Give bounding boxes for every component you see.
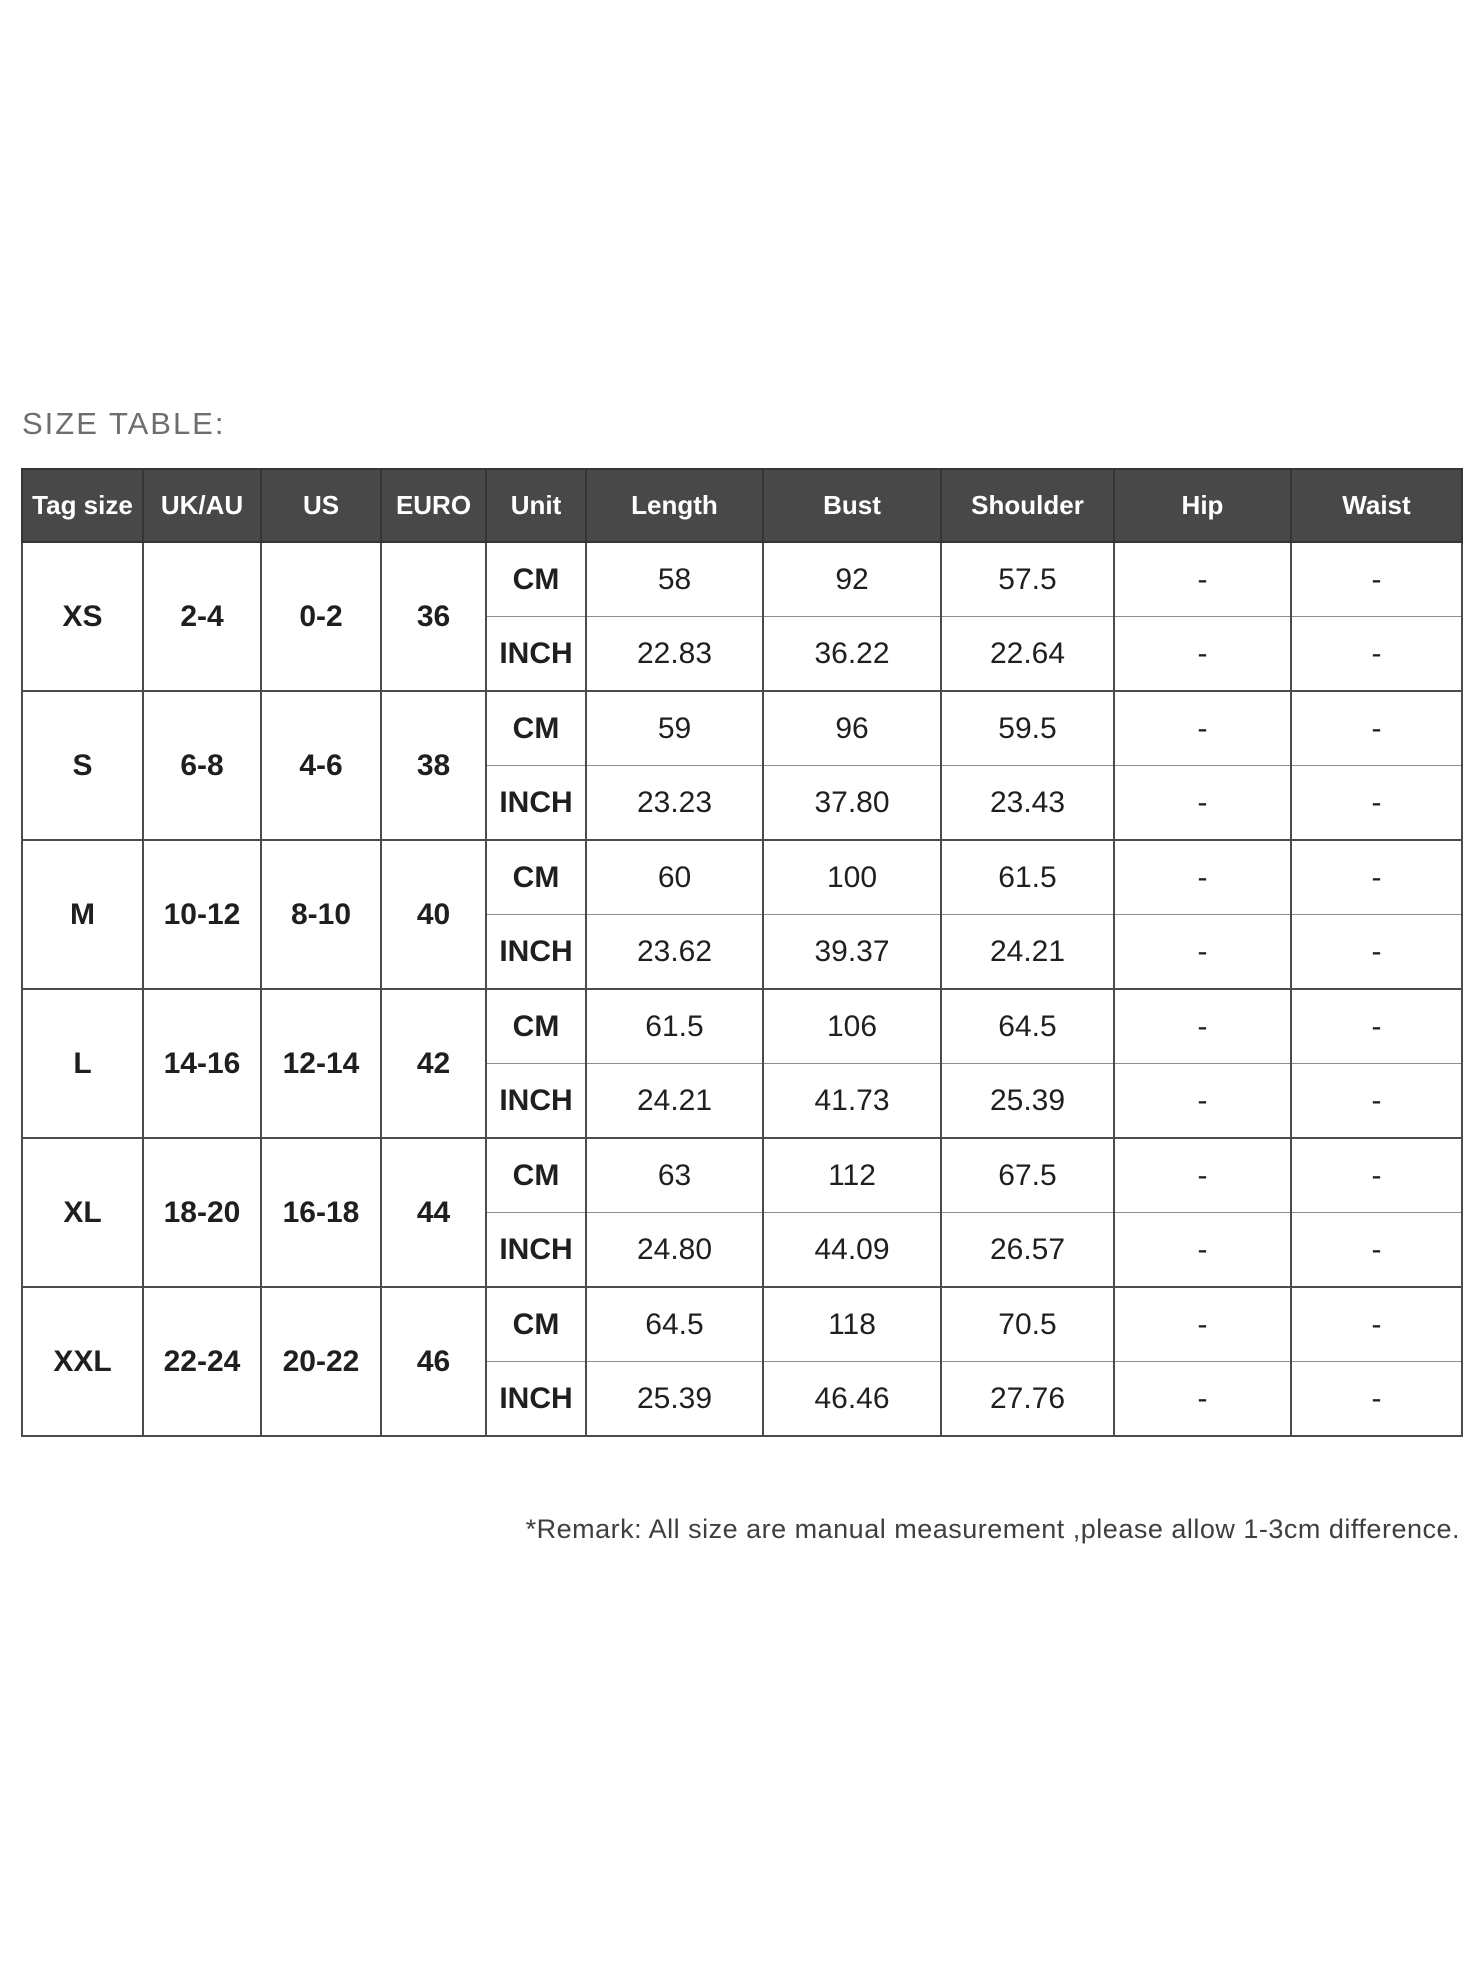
bust-cm-cell: 100 bbox=[763, 840, 941, 915]
length-inch-cell: 23.23 bbox=[586, 766, 763, 841]
bust-inch-cell: 39.37 bbox=[763, 915, 941, 990]
waist-cm-cell: - bbox=[1291, 1138, 1462, 1213]
waist-inch-cell: - bbox=[1291, 617, 1462, 692]
tag-size-cell: M bbox=[22, 840, 143, 989]
bust-cm-cell: 112 bbox=[763, 1138, 941, 1213]
waist-inch-cell: - bbox=[1291, 915, 1462, 990]
shoulder-inch-cell: 25.39 bbox=[941, 1064, 1114, 1139]
header-uk-au: UK/AU bbox=[143, 469, 261, 542]
hip-cm-cell: - bbox=[1114, 989, 1291, 1064]
length-cm-cell: 59 bbox=[586, 691, 763, 766]
shoulder-inch-cell: 24.21 bbox=[941, 915, 1114, 990]
table-row-xs-cm bbox=[22, 542, 1462, 617]
waist-cm-cell: - bbox=[1291, 1287, 1462, 1362]
uk-au-cell: 14-16 bbox=[143, 989, 261, 1138]
hip-inch-cell: - bbox=[1114, 1064, 1291, 1139]
uk-au-cell: 10-12 bbox=[143, 840, 261, 989]
table-row-xl-cm bbox=[22, 1138, 1462, 1213]
shoulder-cm-cell: 61.5 bbox=[941, 840, 1114, 915]
waist-inch-cell: - bbox=[1291, 1064, 1462, 1139]
waist-cm-cell: - bbox=[1291, 989, 1462, 1064]
shoulder-cm-cell: 57.5 bbox=[941, 542, 1114, 617]
uk-au-cell: 18-20 bbox=[143, 1138, 261, 1287]
bust-cm-cell: 118 bbox=[763, 1287, 941, 1362]
page-title: SIZE TABLE: bbox=[22, 406, 226, 441]
shoulder-inch-cell: 22.64 bbox=[941, 617, 1114, 692]
uk-au-cell: 2-4 bbox=[143, 542, 261, 691]
us-cell: 12-14 bbox=[261, 989, 381, 1138]
bust-cm-cell: 92 bbox=[763, 542, 941, 617]
unit-cm-cell: CM bbox=[486, 840, 586, 915]
us-cell: 8-10 bbox=[261, 840, 381, 989]
hip-inch-cell: - bbox=[1114, 617, 1291, 692]
table-row-s-cm bbox=[22, 691, 1462, 766]
bust-inch-cell: 44.09 bbox=[763, 1213, 941, 1288]
bust-cm-cell: 96 bbox=[763, 691, 941, 766]
header-shoulder: Shoulder bbox=[941, 469, 1114, 542]
length-inch-cell: 23.62 bbox=[586, 915, 763, 990]
length-cm-cell: 61.5 bbox=[586, 989, 763, 1064]
length-cm-cell: 63 bbox=[586, 1138, 763, 1213]
shoulder-inch-cell: 26.57 bbox=[941, 1213, 1114, 1288]
unit-cm-cell: CM bbox=[486, 542, 586, 617]
hip-cm-cell: - bbox=[1114, 1138, 1291, 1213]
uk-au-cell: 22-24 bbox=[143, 1287, 261, 1436]
table-row-l-cm bbox=[22, 989, 1462, 1064]
unit-inch-cell: INCH bbox=[486, 915, 586, 990]
remark-note: *Remark: All size are manual measurement ,please allow 1-3cm difference. bbox=[525, 1514, 1460, 1544]
bust-cm-cell: 106 bbox=[763, 989, 941, 1064]
hip-cm-cell: - bbox=[1114, 691, 1291, 766]
unit-cm-cell: CM bbox=[486, 691, 586, 766]
header-us: US bbox=[261, 469, 381, 542]
shoulder-inch-cell: 27.76 bbox=[941, 1362, 1114, 1437]
uk-au-cell: 6-8 bbox=[143, 691, 261, 840]
waist-inch-cell: - bbox=[1291, 1362, 1462, 1437]
length-cm-cell: 58 bbox=[586, 542, 763, 617]
unit-inch-cell: INCH bbox=[486, 1064, 586, 1139]
shoulder-cm-cell: 70.5 bbox=[941, 1287, 1114, 1362]
table-row-xxl-cm bbox=[22, 1287, 1462, 1362]
hip-cm-cell: - bbox=[1114, 542, 1291, 617]
waist-cm-cell: - bbox=[1291, 840, 1462, 915]
unit-cm-cell: CM bbox=[486, 1287, 586, 1362]
shoulder-cm-cell: 59.5 bbox=[941, 691, 1114, 766]
length-inch-cell: 25.39 bbox=[586, 1362, 763, 1437]
header-waist: Waist bbox=[1291, 469, 1462, 542]
bust-inch-cell: 36.22 bbox=[763, 617, 941, 692]
hip-inch-cell: - bbox=[1114, 1213, 1291, 1288]
table-row-m-cm bbox=[22, 840, 1462, 915]
unit-inch-cell: INCH bbox=[486, 1213, 586, 1288]
unit-inch-cell: INCH bbox=[486, 1362, 586, 1437]
us-cell: 0-2 bbox=[261, 542, 381, 691]
euro-cell: 38 bbox=[381, 691, 486, 840]
shoulder-cm-cell: 67.5 bbox=[941, 1138, 1114, 1213]
euro-cell: 40 bbox=[381, 840, 486, 989]
table-header-row bbox=[22, 469, 1462, 542]
unit-cm-cell: CM bbox=[486, 989, 586, 1064]
hip-inch-cell: - bbox=[1114, 915, 1291, 990]
length-cm-cell: 60 bbox=[586, 840, 763, 915]
waist-cm-cell: - bbox=[1291, 542, 1462, 617]
hip-cm-cell: - bbox=[1114, 840, 1291, 915]
hip-inch-cell: - bbox=[1114, 766, 1291, 841]
header-unit: Unit bbox=[486, 469, 586, 542]
tag-size-cell: S bbox=[22, 691, 143, 840]
size-table bbox=[21, 468, 1463, 1437]
us-cell: 20-22 bbox=[261, 1287, 381, 1436]
header-hip: Hip bbox=[1114, 469, 1291, 542]
euro-cell: 46 bbox=[381, 1287, 486, 1436]
length-inch-cell: 24.21 bbox=[586, 1064, 763, 1139]
bust-inch-cell: 41.73 bbox=[763, 1064, 941, 1139]
header-tag-size: Tag size bbox=[22, 469, 143, 542]
length-inch-cell: 24.80 bbox=[586, 1213, 763, 1288]
length-cm-cell: 64.5 bbox=[586, 1287, 763, 1362]
unit-inch-cell: INCH bbox=[486, 617, 586, 692]
tag-size-cell: L bbox=[22, 989, 143, 1138]
waist-inch-cell: - bbox=[1291, 766, 1462, 841]
shoulder-cm-cell: 64.5 bbox=[941, 989, 1114, 1064]
header-bust: Bust bbox=[763, 469, 941, 542]
waist-inch-cell: - bbox=[1291, 1213, 1462, 1288]
us-cell: 4-6 bbox=[261, 691, 381, 840]
waist-cm-cell: - bbox=[1291, 691, 1462, 766]
euro-cell: 42 bbox=[381, 989, 486, 1138]
tag-size-cell: XS bbox=[22, 542, 143, 691]
us-cell: 16-18 bbox=[261, 1138, 381, 1287]
header-length: Length bbox=[586, 469, 763, 542]
euro-cell: 44 bbox=[381, 1138, 486, 1287]
hip-inch-cell: - bbox=[1114, 1362, 1291, 1437]
euro-cell: 36 bbox=[381, 542, 486, 691]
bust-inch-cell: 37.80 bbox=[763, 766, 941, 841]
unit-cm-cell: CM bbox=[486, 1138, 586, 1213]
bust-inch-cell: 46.46 bbox=[763, 1362, 941, 1437]
header-euro: EURO bbox=[381, 469, 486, 542]
unit-inch-cell: INCH bbox=[486, 766, 586, 841]
tag-size-cell: XXL bbox=[22, 1287, 143, 1436]
tag-size-cell: XL bbox=[22, 1138, 143, 1287]
length-inch-cell: 22.83 bbox=[586, 617, 763, 692]
shoulder-inch-cell: 23.43 bbox=[941, 766, 1114, 841]
hip-cm-cell: - bbox=[1114, 1287, 1291, 1362]
